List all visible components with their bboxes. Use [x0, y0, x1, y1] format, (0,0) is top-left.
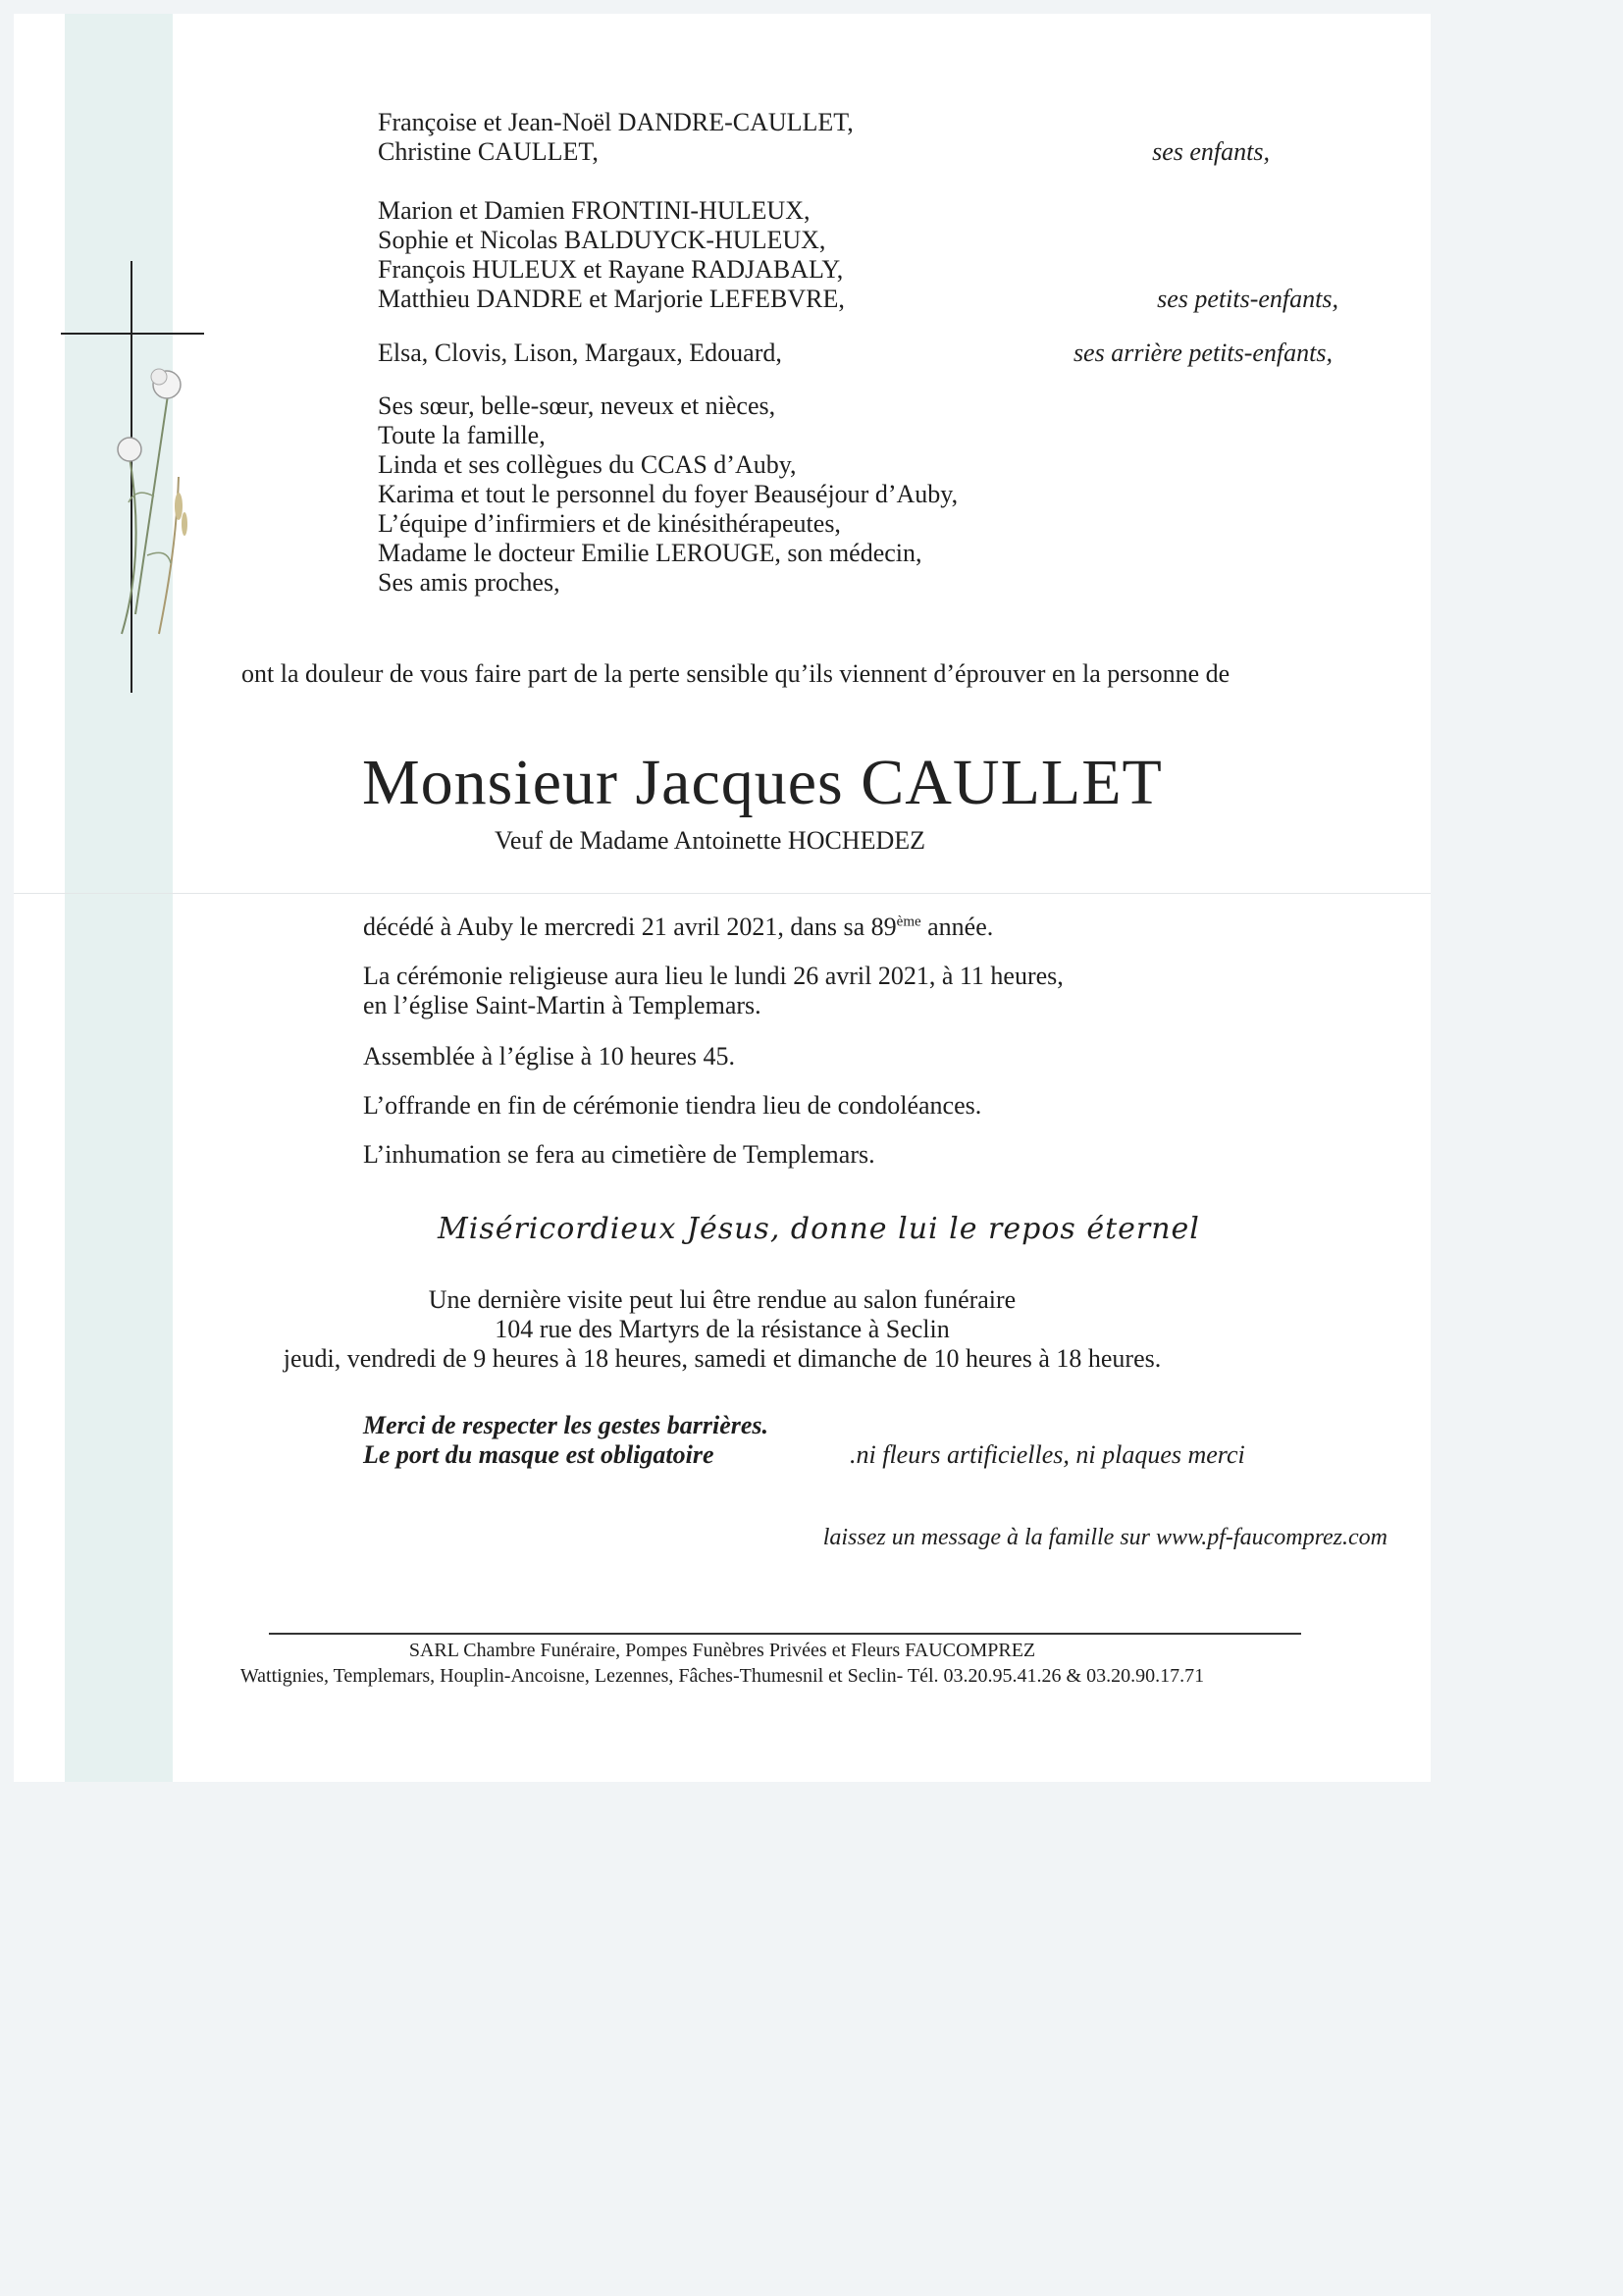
grandchildren-line-2: Sophie et Nicolas BALDUYCK-HULEUX,: [378, 226, 826, 254]
great-grandchildren-line: Elsa, Clovis, Lison, Margaux, Edouard,: [378, 339, 782, 367]
death-date-text: décédé à Auby le mercredi 21 avril 2021, dans sa 89: [363, 913, 897, 941]
grandchildren-line-4: Matthieu DANDRE et Marjorie LEFEBVRE,: [378, 285, 845, 313]
footer-company: SARL Chambre Funéraire, Pompes Funèbres Privées et Fleurs FAUCOMPREZ: [408, 1640, 1036, 1661]
others-line-6: Madame le docteur Emilie LEROUGE, son médecin,: [378, 539, 922, 567]
others-line-2: Toute la famille,: [378, 421, 546, 449]
funeral-notice-sheet: [14, 14, 1431, 1782]
others-line-1: Ses sœur, belle-sœur, neveux et nièces,: [378, 391, 776, 420]
burial-line: L’inhumation se fera au cimetière de Templemars.: [363, 1140, 875, 1169]
message-line: laissez un message à la famille sur www.pf-faucomprez.com: [822, 1525, 1387, 1550]
mask-notice: Le port du masque est obligatoire: [363, 1440, 714, 1469]
flowers-notice: .ni fleurs artificielles, ni plaques merci: [850, 1440, 1245, 1469]
offering-line: L’offrande en fin de cérémonie tiendra lieu de condoléances.: [363, 1091, 982, 1120]
ordinal-suffix: ème: [896, 913, 921, 930]
visit-line-2: 104 rue des Martyrs de la résistance à Seclin: [495, 1315, 950, 1343]
announcement-line: ont la douleur de vous faire part de la perte sensible qu’ils viennent d’éprouver en la personne de: [241, 659, 1230, 688]
prayer-line: Miséricordieux Jésus, donne lui le repos éternel: [438, 1212, 1200, 1246]
ceremony-line-2: en l’église Saint-Martin à Templemars.: [363, 991, 761, 1019]
others-line-4: Karima et tout le personnel du foyer Beauséjour d’Auby,: [378, 480, 959, 508]
assembly-line: Assemblée à l’église à 10 heures 45.: [363, 1042, 736, 1070]
spouse-line: Veuf de Madame Antoinette HOCHEDEZ: [495, 826, 926, 855]
ceremony-line-1: La cérémonie religieuse aura lieu le lundi 26 avril 2021, à 11 heures,: [363, 962, 1064, 990]
children-label: ses enfants,: [1152, 137, 1270, 166]
fold-line: [14, 893, 1431, 894]
footer-divider: [269, 1633, 1301, 1635]
footer-address: Wattignies, Templemars, Houplin-Ancoisne, Lezennes, Fâches-Thumesnil et Seclin- Tél. 03.20.95.41.26 & 03.20.90.17.71: [239, 1665, 1205, 1687]
grandchildren-label: ses petits-enfants,: [1157, 285, 1338, 313]
grandchildren-line-1: Marion et Damien FRONTINI-HULEUX,: [378, 196, 811, 225]
death-date-line: [363, 913, 993, 942]
others-line-5: L’équipe d’infirmiers et de kinésithérapeutes,: [378, 509, 841, 538]
children-line-2: Christine CAULLET,: [378, 137, 599, 166]
gestures-notice: Merci de respecter les gestes barrières.: [363, 1411, 769, 1439]
others-line-3: Linda et ses collègues du CCAS d’Auby,: [378, 450, 797, 479]
grandchildren-line-3: François HULEUX et Rayane RADJABALY,: [378, 255, 844, 284]
visit-line-1: Une dernière visite peut lui être rendue au salon funéraire: [428, 1285, 1017, 1314]
great-grandchildren-label: ses arrière petits-enfants,: [1073, 339, 1333, 367]
visit-line-3: jeudi, vendredi de 9 heures à 18 heures, samedi et dimanche de 10 heures à 18 heures.: [283, 1344, 1162, 1373]
death-date-end: année.: [920, 913, 994, 941]
others-line-7: Ses amis proches,: [378, 568, 560, 597]
deceased-name: Monsieur Jacques CAULLET: [362, 747, 1163, 818]
cross-with-flowers-icon: [61, 261, 208, 693]
children-line-1: Françoise et Jean-Noël DANDRE-CAULLET,: [378, 108, 854, 136]
